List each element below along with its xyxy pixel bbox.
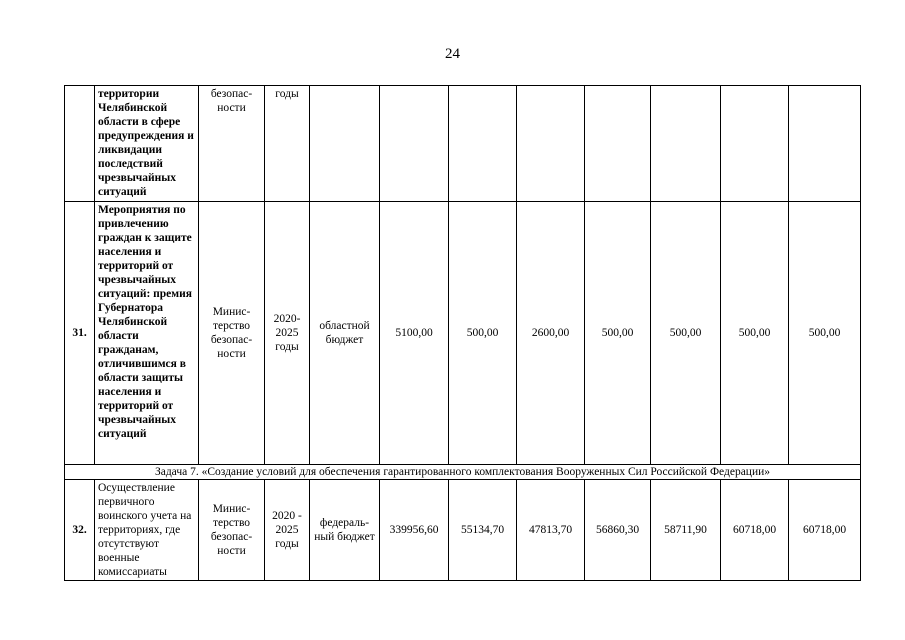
- value-2020: 55134,70: [449, 480, 517, 581]
- empty-cell: [721, 86, 789, 202]
- value-2023: 500,00: [651, 202, 721, 465]
- task-7-title: Задача 7. «Создание условий для обеспечения гарантированного комплектования Вооруженных Сил Российской Федерации»: [65, 465, 861, 480]
- implementation-term: 2020 - 2025 годы: [265, 480, 310, 581]
- activity-name: Мероприятия по привлечению граждан к защите населения и территорий от чрезвычайных ситуаций: премия Губернатора Челябинской области гражданам, отличившимся в области защиты населения и территорий от чрезвычайных ситуаций: [95, 202, 199, 465]
- budget-table: [64, 85, 861, 581]
- implementation-term: 2020-2025 годы: [265, 202, 310, 465]
- row-num: [65, 86, 95, 202]
- task-header-row: [65, 465, 861, 480]
- funding-source: федераль-ный бюджет: [310, 480, 380, 581]
- value-2024: 60718,00: [721, 480, 789, 581]
- value-2021: 47813,70: [517, 480, 585, 581]
- value-2020: 500,00: [449, 202, 517, 465]
- value-2025: 60718,00: [789, 480, 861, 581]
- empty-cell: [585, 86, 651, 202]
- empty-cell: [449, 86, 517, 202]
- value-2022: 56860,30: [585, 480, 651, 581]
- funding-source: областной бюджет: [310, 202, 380, 465]
- value-total: 339956,60: [380, 480, 449, 581]
- empty-cell: [517, 86, 585, 202]
- table-row-32: [65, 480, 861, 581]
- value-2023: 58711,90: [651, 480, 721, 581]
- value-2024: 500,00: [721, 202, 789, 465]
- value-total: 5100,00: [380, 202, 449, 465]
- activity-name: территории Челябинской области в сфере предупреждения и ликвидации последствий чрезвычайных ситуаций: [95, 86, 199, 202]
- table-row-31: [65, 202, 861, 465]
- implementation-term: годы: [265, 86, 310, 202]
- empty-cell: [651, 86, 721, 202]
- row-number: 31.: [65, 202, 95, 465]
- value-2022: 500,00: [585, 202, 651, 465]
- empty-cell: [380, 86, 449, 202]
- row-number: 32.: [65, 480, 95, 581]
- empty-cell: [789, 86, 861, 202]
- page-number: 24: [445, 46, 460, 62]
- responsible-executor: Минис-терство безопас-ности: [199, 202, 265, 465]
- table-row-continuation: [65, 86, 861, 202]
- value-2021: 2600,00: [517, 202, 585, 465]
- responsible-executor: безопас-ности: [199, 86, 265, 202]
- empty-cell: [310, 86, 380, 202]
- value-2025: 500,00: [789, 202, 861, 465]
- activity-name: Осуществление первичного воинского учета на территориях, где отсутствуют военные комиссариаты: [95, 480, 199, 581]
- responsible-executor: Минис-терство безопас-ности: [199, 480, 265, 581]
